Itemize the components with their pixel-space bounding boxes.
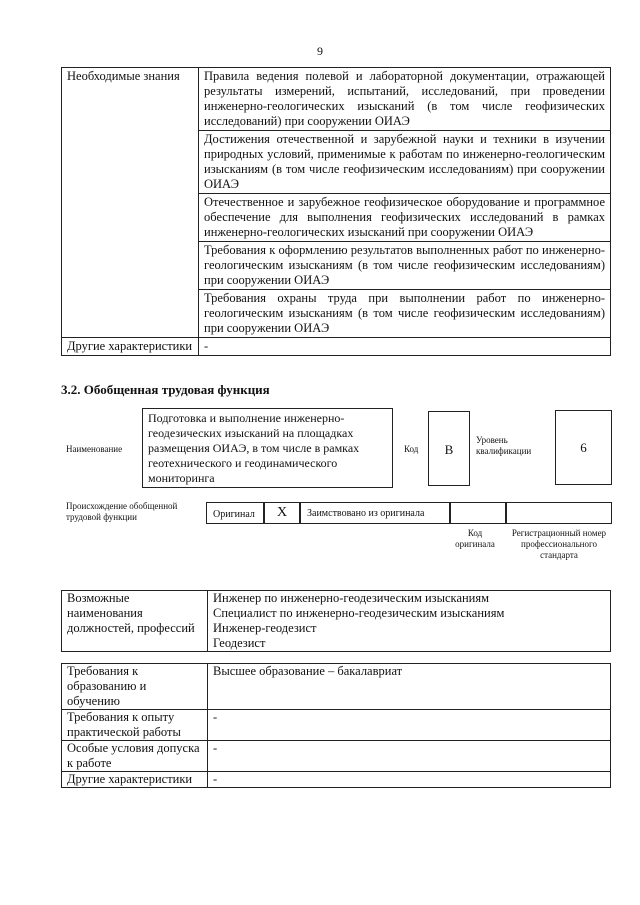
table-row bbox=[62, 338, 611, 356]
requirements-table bbox=[61, 663, 611, 788]
table-row bbox=[62, 741, 611, 772]
table-row bbox=[62, 68, 611, 131]
conditions-label: Особые условия допуска к работе bbox=[62, 741, 208, 772]
table-row bbox=[62, 591, 611, 652]
position-item: Инженер по инженерно-геодезическим изысканиям bbox=[213, 591, 490, 605]
table-row bbox=[62, 710, 611, 741]
reg-number-label: Регистрационный номер профессионального стандарта bbox=[511, 528, 607, 560]
knowledge-item: Требования к оформлению результатов выполненных работ по инженерно-геологическим изысканиям (в том числе геофизическим исследованиям) при сооружении ОИАЭ bbox=[199, 242, 611, 290]
origin-mark-box: X bbox=[264, 502, 300, 524]
other-characteristics-label: Другие характеристики bbox=[62, 338, 199, 356]
position-item: Специалист по инженерно-геодезическим изысканиям bbox=[213, 606, 505, 620]
table-row bbox=[62, 772, 611, 788]
positions-label: Возможные наименования должностей, профессий bbox=[62, 591, 208, 652]
qualification-level-box: 6 bbox=[555, 410, 612, 485]
code-label: Код bbox=[404, 444, 419, 454]
experience-label: Требования к опыту практической работы bbox=[62, 710, 208, 741]
other-label: Другие характеристики bbox=[62, 772, 208, 788]
positions-list bbox=[208, 591, 611, 652]
reg-number-box bbox=[506, 502, 612, 524]
code-original-label: Код оригинала bbox=[455, 528, 495, 549]
table-row bbox=[62, 664, 611, 710]
code-original-box bbox=[450, 502, 506, 524]
knowledge-item: Правила ведения полевой и лабораторной документации, отражающей результаты измерений, испытаний, исследований, при проведении инженерно-геологических изысканий (в том числе геофизических исследований) при сооружении ОИАЭ bbox=[199, 68, 611, 131]
experience-value: - bbox=[208, 710, 611, 741]
page-number: 9 bbox=[317, 44, 323, 58]
knowledge-item: Требования охраны труда при выполнении работ по инженерно-геологическим изысканиям (в том числе геофизическим исследованиям) при сооружении ОИАЭ bbox=[199, 290, 611, 338]
origin-original-box: Оригинал bbox=[206, 502, 264, 524]
origin-label: Происхождение обобщенной трудовой функции bbox=[66, 501, 178, 522]
name-label: Наименование bbox=[66, 444, 123, 454]
qualification-level-label: Уровень квалификации bbox=[476, 435, 532, 456]
position-item: Геодезист bbox=[213, 636, 266, 650]
code-value-box: B bbox=[428, 411, 470, 486]
education-value: Высшее образование – бакалавриат bbox=[208, 664, 611, 710]
section-heading: 3.2. Обобщенная трудовая функция bbox=[61, 382, 270, 397]
function-name-box: Подготовка и выполнение инженерно-геодезических изысканий на площадках размещения ОИАЭ, в том числе в рамках геотехнического и геодинамического мониторинга bbox=[142, 408, 393, 488]
knowledge-item: Достижения отечественной и зарубежной науки и техники в изучении природных условий, применимые к работам по инженерно-геологическим изысканиям (в том числе геофизическим исследованиям) при сооружении ОИАЭ bbox=[199, 131, 611, 194]
knowledge-table bbox=[61, 67, 611, 356]
knowledge-item: Отечественное и зарубежное геофизическое оборудование и программное обеспечение для выполнения геофизических исследований в рамках инженерно-геологических изысканий при сооружении ОИАЭ bbox=[199, 194, 611, 242]
borrowed-box: Заимствовано из оригинала bbox=[300, 502, 450, 524]
position-item: Инженер-геодезист bbox=[213, 621, 317, 635]
other-value: - bbox=[208, 772, 611, 788]
education-label: Требования к образованию и обучению bbox=[62, 664, 208, 710]
conditions-value: - bbox=[208, 741, 611, 772]
positions-table bbox=[61, 590, 611, 652]
other-characteristics-value: - bbox=[199, 338, 611, 356]
knowledge-label: Необходимые знания bbox=[62, 68, 199, 338]
